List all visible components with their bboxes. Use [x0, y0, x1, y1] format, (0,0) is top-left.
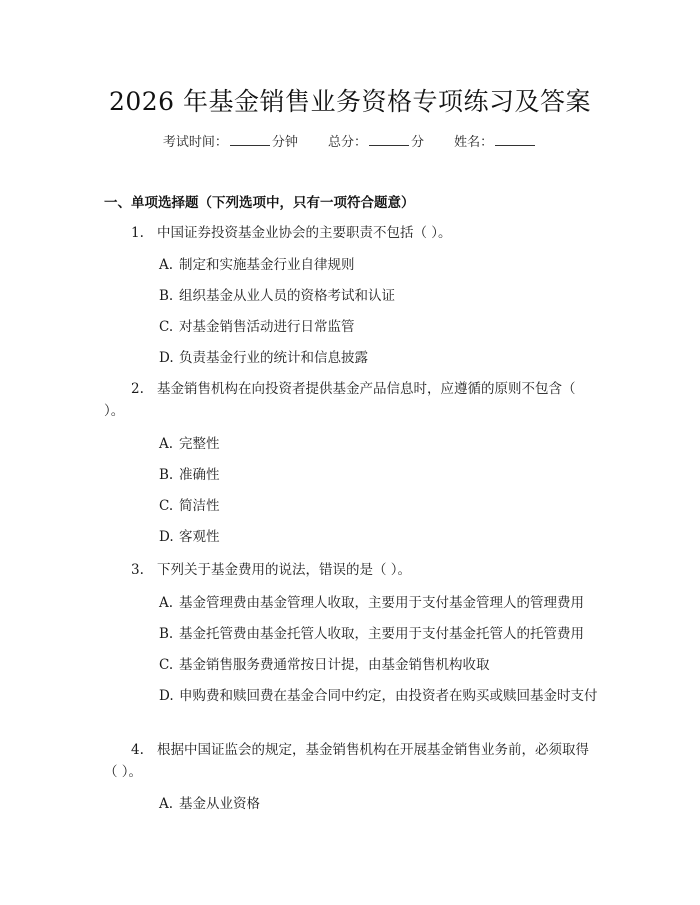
option-text: 负责基金行业的统计和信息披露: [179, 350, 368, 366]
option-letter: B.: [159, 626, 174, 642]
option-1d: [159, 347, 600, 369]
option-text: 基金托管费由基金托管人收取，主要用于支付基金托管人的托管费用: [179, 626, 584, 642]
option-2d: [159, 526, 600, 548]
exam-time-label: 考试时间：: [162, 135, 228, 150]
question-number: 4.: [131, 742, 144, 758]
question-number: 3.: [131, 562, 144, 578]
option-text: 制定和实施基金行业自律规则: [179, 257, 355, 273]
option-3c: [159, 654, 600, 676]
question-1: [104, 222, 600, 244]
exam-time-field: [163, 131, 298, 150]
option-3b: [159, 623, 600, 645]
total-score-field: [328, 131, 424, 150]
question-stem: 下列关于基金费用的说法，错误的是（ ）。: [157, 562, 412, 578]
option-text: 客观性: [179, 529, 220, 545]
option-letter: A.: [159, 257, 174, 273]
option-2a: [159, 433, 600, 455]
option-text: 基金从业资格: [179, 796, 260, 812]
option-letter: B.: [159, 288, 174, 304]
option-text: 基金管理费由基金管理人收取，主要用于支付基金管理人的管理费用: [179, 595, 584, 611]
document-title: 2026 年基金销售业务资格专项练习及答案: [108, 87, 592, 116]
option-text: 对基金销售活动进行日常监管: [179, 319, 355, 335]
option-letter: A.: [159, 436, 174, 452]
option-letter: C.: [159, 657, 174, 673]
option-4a: [159, 793, 600, 815]
option-letter: B.: [159, 467, 174, 483]
option-text: 基金销售服务费通常按日计提，由基金销售机构收取: [179, 657, 490, 673]
option-3d: [104, 685, 600, 707]
option-letter: A.: [159, 595, 174, 611]
question-number: 2.: [131, 381, 144, 397]
exam-time-blank: [230, 134, 270, 146]
option-text: 完整性: [179, 436, 220, 452]
name-blank: [495, 134, 535, 146]
question-stem: 中国证券投资基金业协会的主要职责不包括（ ）。: [157, 225, 452, 241]
option-letter: A.: [159, 796, 174, 812]
question-4: [104, 739, 600, 783]
exam-info-line: [0, 131, 700, 150]
total-score-label: 总分：: [327, 135, 367, 150]
total-score-unit: 分: [411, 135, 425, 150]
section-heading: 一、单项选择题（下列选项中，只有一项符合题意）: [104, 195, 415, 211]
option-2b: [159, 464, 600, 486]
question-stem: 基金销售机构在向投资者提供基金产品信息时，应遵循的原则不包含（ ）。: [104, 381, 576, 419]
option-letter: D.: [159, 688, 174, 704]
option-3a: [159, 592, 600, 614]
name-label: 姓名：: [454, 135, 494, 150]
question-stem: 根据中国证监会的规定，基金销售机构在开展基金销售业务前，必须取得（ ）。: [104, 742, 589, 780]
option-text: 准确性: [179, 467, 220, 483]
question-3: [104, 559, 600, 581]
option-letter: C.: [159, 319, 174, 335]
option-letter: D.: [159, 350, 174, 366]
name-field: [454, 131, 537, 150]
option-text: 组织基金从业人员的资格考试和认证: [179, 288, 395, 304]
option-1a: [159, 254, 600, 276]
option-1c: [159, 316, 600, 338]
option-text: 申购费和赎回费在基金合同中约定，由投资者在购买或赎回基金时支付: [179, 688, 598, 704]
option-2c: [159, 495, 600, 517]
total-score-blank: [369, 134, 409, 146]
option-1b: [159, 285, 600, 307]
option-text: 简洁性: [179, 498, 220, 514]
question-2: [104, 378, 600, 422]
question-number: 1.: [131, 225, 144, 241]
option-letter: D.: [159, 529, 174, 545]
option-letter: C.: [159, 498, 174, 514]
exam-time-unit: 分钟: [271, 135, 298, 150]
